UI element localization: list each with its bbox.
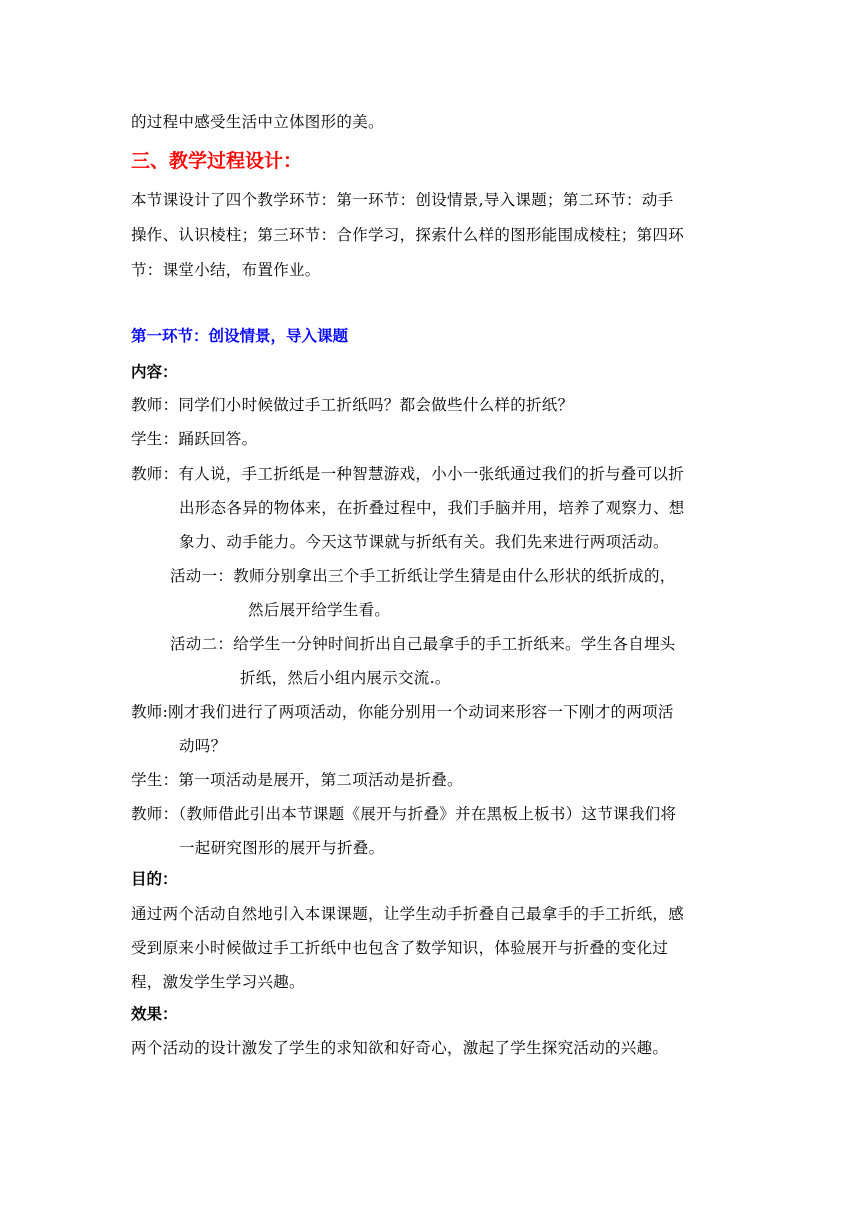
dialogue-line-2: 学生：踊跃回答。 bbox=[131, 430, 258, 448]
effect-line-1: 两个活动的设计激发了学生的求知欲和好奇心，激起了学生探究活动的兴趣。 bbox=[131, 1039, 669, 1057]
intro-tail-line: 的过程中感受生活中立体图形的美。 bbox=[131, 113, 384, 131]
activity2-line-2: 折纸，然后小组内展示交流.。 bbox=[240, 669, 451, 687]
overview-line-3: 节：课堂小结，布置作业。 bbox=[131, 261, 321, 279]
overview-line-1: 本节课设计了四个教学环节：第一环节：创设情景,导入课题；第二环节：动手 bbox=[131, 191, 674, 209]
dialogue-line-5: 象力、动手能力。今天这节课就与折纸有关。我们先来进行两项活动。 bbox=[179, 533, 669, 551]
activity1-line-1: 活动一：教师分别拿出三个手工折纸让学生猜是由什么形状的纸折成的， bbox=[170, 567, 676, 585]
dialogue-line-4: 出形态各异的物体来，在折叠过程中，我们手脑并用，培养了观察力、想 bbox=[179, 499, 685, 517]
activity1-line-2: 然后展开给学生看。 bbox=[248, 601, 391, 619]
purpose-label: 目的： bbox=[131, 870, 178, 888]
overview-line-2: 操作、认识棱柱；第三环节：合作学习，探索什么样的图形能围成棱柱；第四环 bbox=[131, 226, 685, 244]
dialogue-line-12: 学生：第一项活动是展开，第二项活动是折叠。 bbox=[131, 771, 463, 789]
section3-heading: 三、教学过程设计： bbox=[131, 150, 303, 172]
content-label: 内容： bbox=[131, 363, 178, 381]
purpose-line-3: 程，激发学生学习兴趣。 bbox=[131, 973, 305, 991]
purpose-line-1: 通过两个活动自然地引入本课课题，让学生动手折叠自己最拿手的手工折纸，感 bbox=[131, 905, 685, 923]
step1-heading: 第一环节：创设情景，导入课题 bbox=[131, 327, 349, 345]
activity2-line-1: 活动二：给学生一分钟时间折出自己最拿手的手工折纸来。学生各自埋头 bbox=[170, 635, 676, 653]
dialogue-line-14: 一起研究图形的展开与折叠。 bbox=[179, 839, 385, 857]
dialogue-line-3: 教师：有人说，手工折纸是一种智慧游戏，小小一张纸通过我们的折与叠可以折 bbox=[131, 465, 685, 483]
dialogue-line-1: 教师：同学们小时候做过手工折纸吗？都会做些什么样的折纸？ bbox=[131, 396, 574, 414]
purpose-line-2: 受到原来小时候做过手工折纸中也包含了数学知识，体验展开与折叠的变化过 bbox=[131, 939, 669, 957]
dialogue-line-10: 教师:刚才我们进行了两项活动，你能分别用一个动词来形容一下刚才的两项活 bbox=[131, 703, 674, 721]
dialogue-line-13: 教师：（教师借此引出本节课题《展开与折叠》并在黑板上板书）这节课我们将 bbox=[131, 805, 677, 823]
dialogue-line-11: 动吗？ bbox=[179, 737, 227, 755]
effect-label: 效果： bbox=[131, 1005, 178, 1023]
